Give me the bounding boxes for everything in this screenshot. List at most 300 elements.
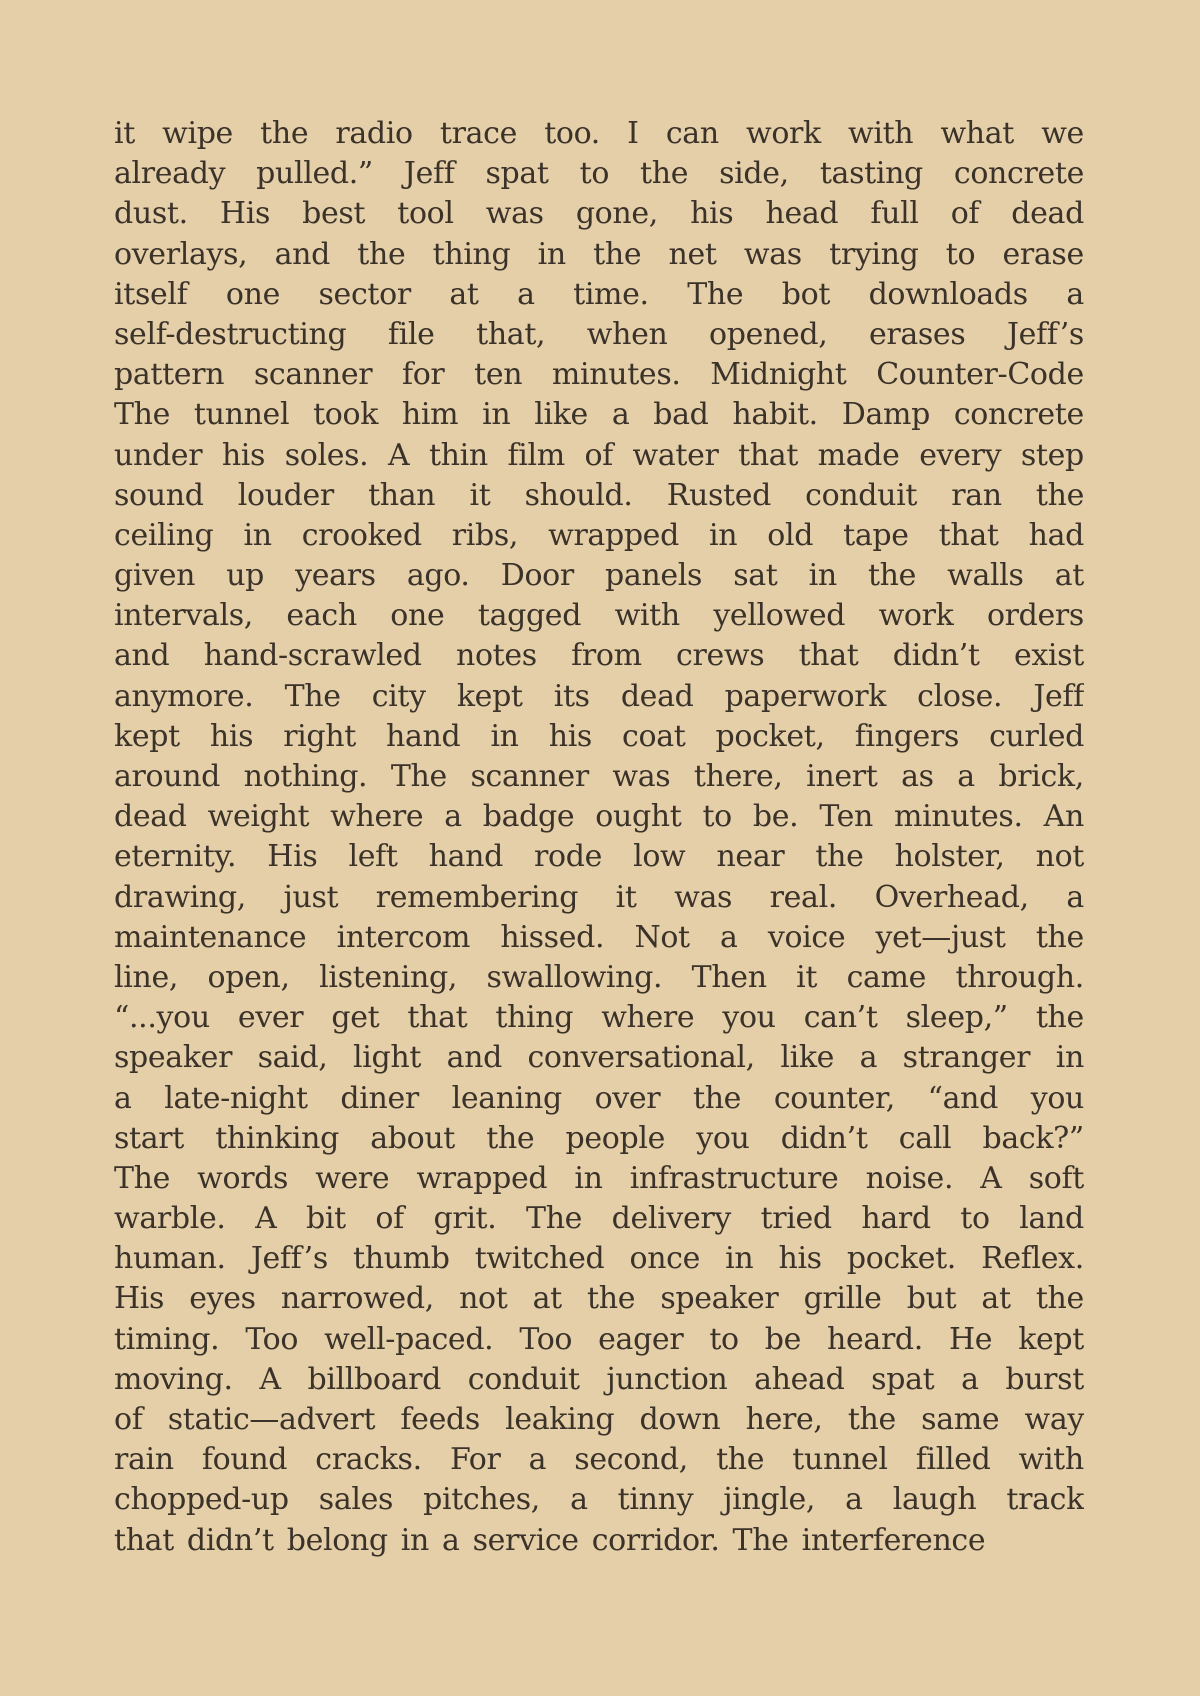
word: be.: [752, 799, 799, 835]
word: hand: [428, 839, 503, 875]
word: inert: [806, 759, 878, 794]
word: and: [274, 236, 330, 272]
word: scanner: [253, 357, 373, 393]
word: from: [571, 638, 642, 674]
word: didn’t: [780, 1120, 868, 1156]
word: people: [565, 1120, 666, 1156]
text-line: [114, 235, 1084, 275]
word: scanner: [470, 759, 589, 794]
text-line: [114, 1079, 1084, 1119]
text-line: [114, 556, 1084, 596]
word: His: [267, 839, 318, 875]
word: soft: [1028, 1160, 1084, 1196]
word: delivery: [611, 1201, 731, 1237]
text-line: [114, 1480, 1084, 1520]
book-page: [114, 114, 1084, 1574]
word: feeds: [400, 1402, 480, 1437]
word: what: [940, 116, 1015, 151]
word: his: [690, 196, 734, 232]
word: words: [197, 1160, 289, 1196]
text-line: [114, 516, 1084, 556]
word: net: [668, 236, 717, 272]
word: it: [469, 477, 491, 513]
word: in: [243, 517, 272, 553]
word: water: [632, 437, 719, 473]
word: Jeff’s: [1006, 316, 1084, 352]
word: ahead: [754, 1361, 845, 1397]
text-line: [114, 998, 1084, 1038]
word: ceiling: [114, 517, 214, 553]
word: ever: [237, 1000, 304, 1036]
word: the: [1035, 477, 1084, 513]
word: tool: [397, 196, 454, 232]
text-line: [114, 837, 1084, 877]
word: The: [526, 1201, 583, 1237]
word: crews: [676, 638, 765, 674]
word: head: [765, 196, 839, 232]
word: can’t: [803, 1000, 878, 1036]
word: land: [1019, 1201, 1084, 1237]
word: leaning: [451, 1080, 562, 1116]
text-line: [114, 395, 1084, 435]
word: best: [302, 196, 366, 232]
word: dead: [1011, 196, 1084, 232]
word: corridor.: [591, 1522, 720, 1558]
word: near: [716, 839, 785, 875]
word: kept: [456, 678, 523, 714]
word: file: [387, 316, 435, 352]
word: one: [390, 598, 445, 634]
text-line: [114, 757, 1084, 797]
word: jingle,: [723, 1482, 816, 1518]
word: sat: [733, 558, 778, 594]
word: “...you: [114, 1000, 210, 1036]
word: back?”: [982, 1120, 1084, 1156]
word: in: [537, 236, 566, 272]
word: heard.: [827, 1321, 923, 1357]
text-line: [114, 717, 1084, 757]
word: sleep,”: [905, 1000, 1008, 1036]
word: leaking: [505, 1402, 615, 1437]
word: open,: [207, 959, 290, 995]
text-line: [114, 677, 1084, 717]
word: full: [870, 196, 919, 232]
word: left: [348, 839, 398, 875]
word: at: [1054, 558, 1084, 594]
word: The: [114, 397, 171, 433]
text-line: [114, 1119, 1084, 1159]
word: with: [1018, 1442, 1084, 1478]
word: conversational,: [527, 1040, 755, 1076]
word: minutes.: [894, 799, 1023, 835]
word: that: [938, 517, 999, 553]
word: you: [1030, 1080, 1084, 1116]
word: didn’t: [186, 1522, 274, 1558]
word: He: [948, 1321, 993, 1357]
word: it: [114, 116, 135, 151]
word: twitched: [474, 1241, 605, 1277]
text-line: [114, 476, 1084, 516]
word: louder: [237, 477, 334, 513]
word: at: [449, 276, 479, 312]
word: the: [716, 1442, 765, 1478]
word: A: [255, 1201, 277, 1237]
word: ten: [474, 357, 523, 393]
word: tasting: [819, 156, 923, 192]
text-line: [114, 1159, 1084, 1199]
word: than: [368, 477, 436, 513]
word: tried: [760, 1201, 832, 1237]
word: conduit: [805, 477, 918, 513]
word: orders: [986, 598, 1084, 634]
word: dust.: [114, 196, 188, 232]
word: rode: [534, 839, 603, 875]
word: holster,: [894, 839, 1005, 875]
word: close.: [917, 678, 1003, 714]
word: be: [764, 1321, 802, 1357]
word: itself: [114, 276, 188, 312]
word: tape: [843, 517, 909, 553]
word: exist: [1013, 638, 1084, 674]
word: came: [846, 959, 927, 995]
word: you: [696, 1120, 750, 1156]
body-text: [114, 114, 1084, 1561]
word: around: [114, 759, 221, 794]
word: was: [485, 196, 544, 232]
text-line: [114, 355, 1084, 395]
word: when: [586, 316, 668, 352]
word: thumb: [352, 1241, 450, 1277]
word: time.: [573, 276, 649, 312]
word: with: [614, 598, 680, 634]
word: sector: [318, 276, 411, 312]
word: A: [387, 437, 410, 473]
word: tinny: [617, 1482, 694, 1518]
word: gone,: [575, 196, 658, 232]
word: the: [593, 236, 642, 272]
word: a: [859, 1040, 878, 1076]
word: Reflex.: [981, 1241, 1084, 1277]
word: didn’t: [892, 638, 980, 674]
word: tunnel: [792, 1442, 888, 1478]
word: a: [528, 1442, 547, 1478]
word: in: [708, 517, 738, 553]
text-line: [114, 1320, 1084, 1360]
text-line: [114, 1279, 1084, 1319]
word: eyes: [189, 1281, 256, 1317]
word: wrapped: [416, 1160, 548, 1196]
word: work: [878, 598, 954, 634]
word: the: [693, 1080, 742, 1116]
word: concrete: [953, 156, 1084, 192]
word: crooked: [301, 517, 422, 553]
word: of: [584, 437, 613, 473]
word: grille: [803, 1281, 882, 1317]
word: where: [601, 1000, 695, 1036]
word: belong: [286, 1522, 388, 1558]
word: badge: [482, 799, 575, 835]
word: nothing.: [243, 759, 368, 794]
word: real.: [769, 879, 838, 915]
word: cracks.: [315, 1442, 422, 1478]
word: thing: [495, 1000, 574, 1036]
word: billboard: [307, 1361, 442, 1397]
word: thing: [432, 236, 511, 272]
word: in: [808, 558, 837, 594]
word: Midnight: [710, 357, 847, 393]
word: Jeff: [1033, 678, 1084, 714]
word: his: [778, 1241, 822, 1277]
word: that: [114, 1522, 174, 1558]
word: start: [114, 1120, 184, 1156]
word: the: [640, 156, 689, 192]
word: found: [201, 1442, 288, 1478]
word: infrastructure: [629, 1160, 839, 1196]
word: the: [1035, 919, 1084, 955]
word: a: [957, 759, 975, 794]
word: his: [221, 437, 266, 473]
word: and: [446, 1040, 502, 1076]
word: a: [611, 397, 630, 433]
word: notes: [455, 638, 537, 674]
word: tunnel: [193, 397, 290, 433]
word: second,: [574, 1442, 688, 1478]
text-line: [114, 275, 1084, 315]
text-line: [114, 596, 1084, 636]
word: paperwork: [724, 678, 887, 714]
word: Ten: [819, 799, 874, 835]
word: ribs,: [451, 517, 519, 553]
word: static—advert: [167, 1402, 376, 1437]
text-line: [114, 878, 1084, 918]
word: self-destructing: [114, 316, 347, 352]
word: wipe: [162, 116, 233, 151]
word: moving.: [114, 1361, 233, 1397]
word: sales: [318, 1482, 394, 1518]
word: film: [507, 437, 565, 473]
word: right: [283, 718, 356, 754]
word: work: [745, 116, 821, 151]
word: a: [444, 799, 462, 835]
word: took: [313, 397, 379, 433]
word: not: [459, 1281, 508, 1317]
word: not: [1035, 839, 1084, 875]
word: each: [286, 598, 357, 634]
word: laugh: [892, 1482, 977, 1518]
word: The: [687, 276, 744, 312]
word: spat: [871, 1361, 935, 1397]
word: bot: [781, 276, 831, 312]
word: were: [315, 1160, 390, 1196]
word: The: [732, 1522, 789, 1558]
word: hissed.: [500, 919, 605, 955]
word: hard: [861, 1201, 931, 1237]
word: eternity.: [114, 839, 237, 875]
text-line: [114, 1239, 1084, 1279]
word: bad: [653, 397, 709, 433]
word: rain: [114, 1442, 174, 1478]
word: Door: [500, 558, 574, 594]
word: dead: [620, 678, 694, 714]
word: opened,: [709, 316, 828, 352]
word: eager: [598, 1321, 684, 1357]
word: to: [702, 799, 732, 835]
word: the: [486, 1120, 535, 1156]
word: through.: [955, 959, 1084, 995]
word: as: [901, 759, 934, 794]
word: that: [798, 638, 859, 674]
word: once: [629, 1241, 701, 1277]
word: ought: [595, 799, 682, 835]
word: ago.: [406, 558, 470, 594]
word: that,: [476, 316, 546, 352]
word: the: [587, 1281, 636, 1317]
word: walls: [947, 558, 1024, 594]
word: human.: [114, 1241, 226, 1277]
word: to: [960, 1201, 990, 1237]
word: down: [639, 1402, 721, 1437]
word: of: [950, 196, 980, 232]
text-line: [114, 958, 1084, 998]
word: well-paced.: [324, 1321, 494, 1357]
word: in: [490, 718, 519, 754]
word: curled: [989, 718, 1084, 754]
word: noise.: [865, 1160, 954, 1196]
word: interference: [801, 1522, 986, 1558]
text-line: [114, 194, 1084, 234]
word: radio: [335, 116, 413, 151]
text-line: [114, 1360, 1084, 1400]
word: thin: [428, 437, 488, 473]
word: that: [738, 437, 799, 473]
word: side,: [719, 156, 789, 192]
word: The: [284, 678, 341, 714]
word: maintenance: [114, 919, 307, 955]
word: the: [260, 116, 309, 151]
text-line: [114, 1400, 1084, 1440]
word: stranger: [902, 1040, 1031, 1076]
word: but: [906, 1281, 957, 1317]
word: a: [570, 1482, 588, 1518]
word: ran: [951, 477, 1002, 513]
word: a: [720, 919, 738, 955]
word: Overhead,: [874, 879, 1029, 915]
word: his: [209, 718, 254, 754]
word: in: [725, 1241, 754, 1277]
word: like: [534, 397, 588, 433]
word: minutes.: [551, 357, 681, 393]
word: erase: [1002, 236, 1084, 272]
word: grit.: [433, 1201, 497, 1237]
word: voice: [767, 919, 846, 955]
word: burst: [1005, 1361, 1084, 1397]
word: years: [295, 558, 376, 594]
word: the: [1035, 1281, 1084, 1317]
word: the: [847, 1402, 896, 1437]
word: at: [532, 1281, 562, 1317]
word: Not: [634, 919, 690, 955]
word: kept: [114, 718, 180, 754]
word: its: [553, 678, 590, 714]
word: tagged: [477, 598, 582, 634]
word: An: [1043, 799, 1084, 835]
word: in: [400, 1522, 430, 1558]
word: over: [594, 1080, 661, 1116]
word: kept: [1018, 1321, 1084, 1357]
word: junction: [606, 1361, 728, 1397]
word: pulled.”: [256, 156, 373, 192]
word: track: [1006, 1482, 1084, 1518]
word: get: [331, 1000, 380, 1036]
word: a: [961, 1361, 979, 1397]
word: call: [898, 1120, 952, 1156]
word: remembering: [375, 879, 579, 915]
word: you: [722, 1000, 776, 1036]
word: a: [517, 276, 535, 312]
word: Too: [245, 1321, 299, 1357]
word: had: [1028, 517, 1084, 553]
word: The: [114, 1160, 171, 1196]
word: light: [353, 1040, 422, 1076]
word: thinking: [215, 1120, 339, 1156]
word: given: [114, 558, 196, 594]
word: yet—just: [875, 919, 1006, 955]
word: the: [357, 236, 406, 272]
word: it: [796, 959, 818, 995]
word: same: [921, 1402, 1000, 1437]
text-line: [114, 436, 1084, 476]
word: just: [283, 879, 339, 915]
word: “and: [927, 1080, 998, 1116]
word: city: [371, 678, 426, 714]
word: late-night: [164, 1080, 308, 1116]
text-line: [114, 636, 1084, 676]
word: warble.: [114, 1201, 226, 1237]
word: at: [981, 1281, 1011, 1317]
word: was: [743, 236, 802, 272]
word: every: [919, 437, 1002, 473]
word: the: [815, 839, 864, 875]
word: trying: [829, 236, 919, 272]
word: Then: [691, 959, 767, 995]
word: speaker: [660, 1281, 779, 1317]
word: habit.: [732, 397, 818, 433]
word: in: [574, 1160, 603, 1196]
word: yellowed: [713, 598, 846, 634]
word: chopped-up: [114, 1482, 289, 1518]
word: way: [1024, 1402, 1084, 1437]
word: already: [114, 156, 226, 192]
word: intervals,: [114, 598, 253, 634]
word: timing.: [114, 1321, 220, 1357]
word: up: [226, 558, 265, 594]
text-line: [114, 1038, 1084, 1078]
word: like: [780, 1040, 835, 1076]
word: trace: [439, 116, 518, 151]
word: Too: [519, 1321, 573, 1357]
word: here,: [745, 1402, 823, 1437]
word: in: [482, 397, 511, 433]
word: hand: [386, 718, 461, 754]
word: for: [401, 357, 445, 393]
word: step: [1020, 437, 1084, 473]
word: pitches,: [423, 1482, 540, 1518]
word: a: [1066, 879, 1084, 915]
word: The: [390, 759, 447, 794]
word: speaker: [114, 1040, 233, 1076]
word: intercom: [336, 919, 471, 955]
word: I: [627, 116, 639, 151]
